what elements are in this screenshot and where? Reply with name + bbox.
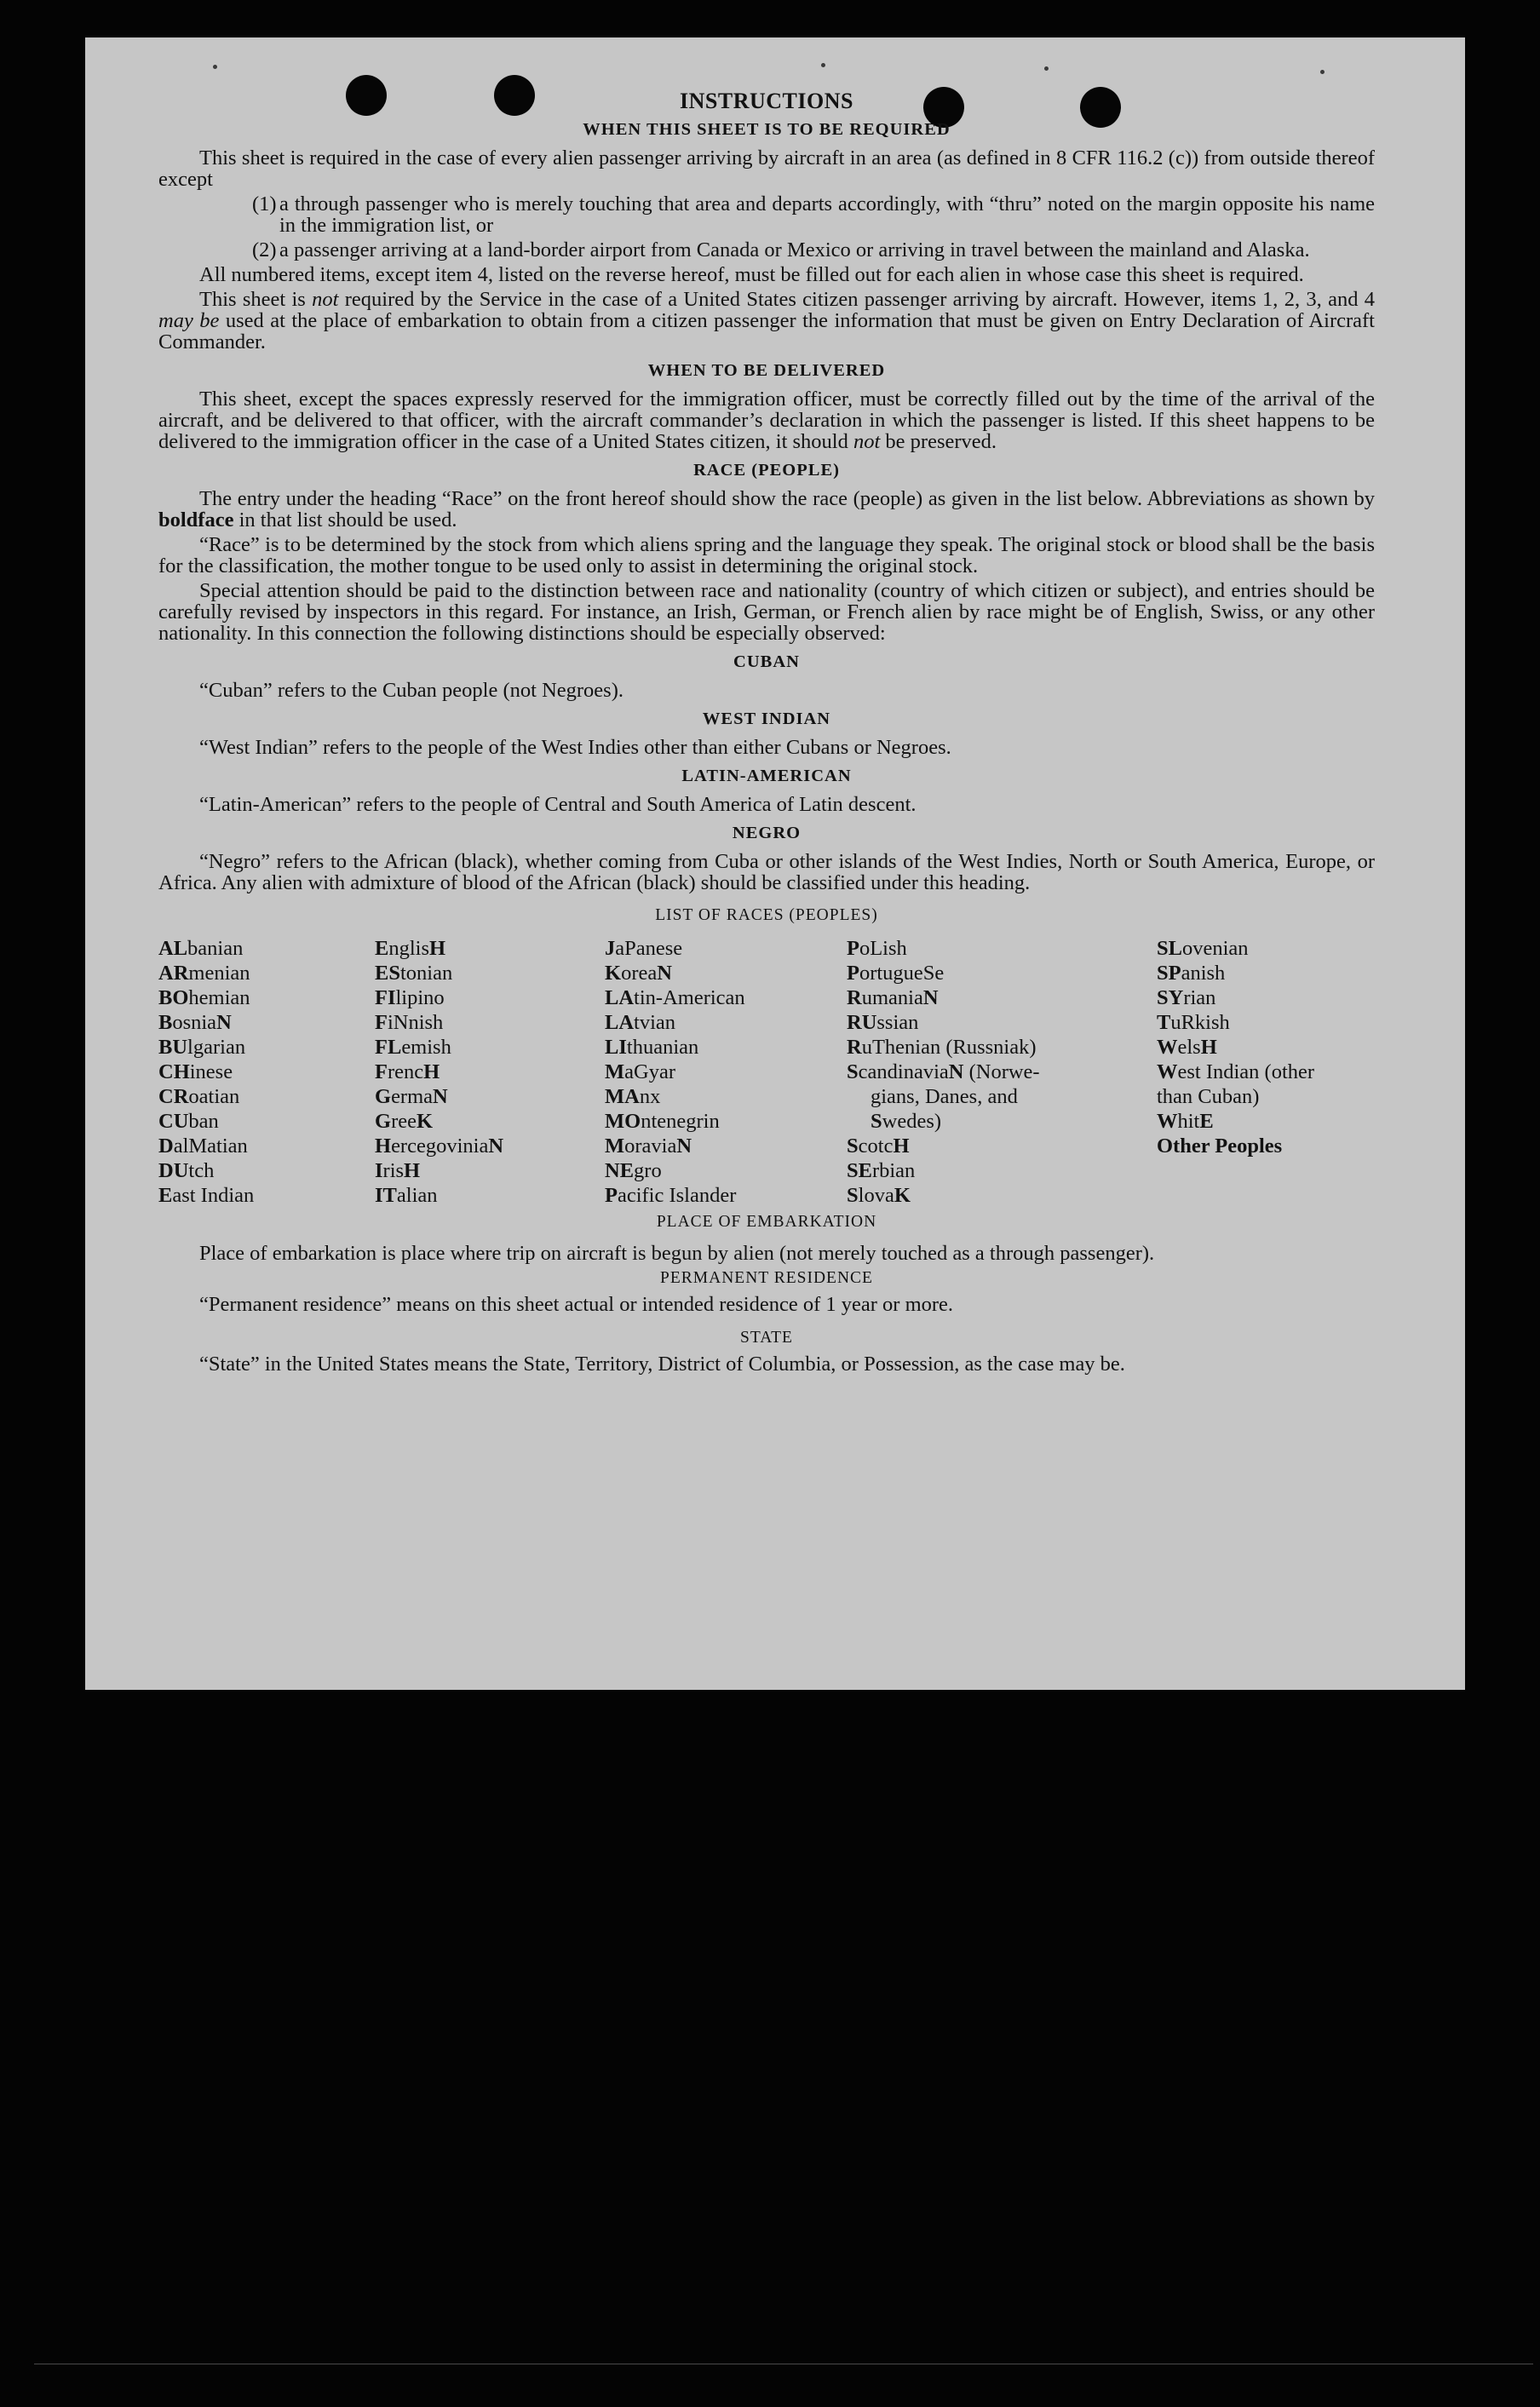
- race-item: Swedes): [871, 1110, 942, 1133]
- race-item: FrencH: [375, 1060, 440, 1083]
- race-item: gians, Danes, and: [871, 1085, 1018, 1108]
- heading-west-indian: WEST INDIAN: [702, 709, 831, 728]
- race-item: West Indian (other: [1157, 1060, 1315, 1083]
- item-number: (1): [252, 192, 277, 215]
- race-item: ITalian: [375, 1184, 438, 1207]
- race-item: DalMatian: [158, 1135, 248, 1158]
- speck: [213, 65, 217, 69]
- race-item: SlovaK: [847, 1184, 911, 1207]
- race-item: WelsH: [1157, 1036, 1217, 1059]
- race-item: RumaniaN: [847, 986, 939, 1009]
- race-item: FLemish: [375, 1036, 451, 1059]
- race-item: BOhemian: [158, 986, 250, 1009]
- race-item: Pacific Islander: [605, 1184, 737, 1207]
- race-item: MoraviaN: [605, 1135, 692, 1158]
- delivered-paragraph: This sheet, except the spaces expressly reserved for the immigration officer, must be correctly filled out by the time of the arrival of the aircraft, and be delivered to that officer, with the aircraft commander’s declaration in which the passenger is listed. If this sheet happens to be delivered to the immigration officer in the case of a United States citizen, it should not be preserved.: [158, 388, 1375, 453]
- heading-cuban: CUBAN: [733, 652, 800, 671]
- heading-negro: NEGRO: [732, 824, 802, 842]
- race-item: MaGyar: [605, 1060, 675, 1083]
- race-column-1: [158, 936, 375, 1208]
- race-item: EStonian: [375, 962, 453, 985]
- document-sheet: [85, 37, 1465, 1690]
- speck: [1320, 70, 1325, 74]
- embarkation-text: Place of embarkation is place where trip on aircraft is begun by alien (not merely touched as a through passenger).: [199, 1242, 1155, 1265]
- race-paragraph-1: The entry under the heading “Race” on the front hereof should show the race (people) as given in the list below. Abbreviations as shown by boldface in that list should be used.: [158, 487, 1375, 531]
- race-column-3: [605, 936, 847, 1208]
- race-item: PoLish: [847, 937, 907, 960]
- race-item: DUtch: [158, 1159, 215, 1182]
- race-item: LIthuanian: [605, 1036, 699, 1059]
- race-item: Other Peoples: [1157, 1135, 1283, 1158]
- race-item: ALbanian: [158, 937, 244, 960]
- heading-race: RACE (PEOPLE): [693, 461, 840, 480]
- race-item: LAtin-American: [605, 986, 745, 1009]
- race-column-5: [1157, 936, 1375, 1208]
- list-item: [158, 239, 1375, 261]
- item-number: (2): [252, 238, 277, 261]
- heading-list-of-races: LIST OF RACES (PEOPLES): [655, 906, 878, 924]
- race-paragraph-3: Special attention should be paid to the distinction between race and nationality (country of which citizen or subject), and entries should be carefully revised by inspectors in this regard. For instance, an Irish, German, or French alien by race might be of English, Swiss, or any other nationality. In this connection the following distinctions should be especially observed:: [158, 579, 1375, 645]
- race-column-2: [375, 936, 605, 1208]
- latin-american-text: “Latin-American” refers to the people of Central and South America of Latin descent.: [199, 793, 917, 816]
- race-item: SYrian: [1157, 986, 1216, 1009]
- west-indian-text: “West Indian” refers to the people of the West Indies other than either Cubans or Negroes.: [199, 736, 951, 759]
- race-item: GermaN: [375, 1085, 448, 1108]
- race-item: NEgro: [605, 1159, 662, 1182]
- race-item: KoreaN: [605, 962, 672, 985]
- race-item: ScotcH: [847, 1135, 910, 1158]
- race-list: [158, 936, 1375, 1208]
- race-item: GreeK: [375, 1110, 434, 1133]
- race-item: SLovenian: [1157, 937, 1249, 960]
- race-item: WhitE: [1157, 1110, 1214, 1133]
- race-paragraph-2: “Race” is to be determined by the stock from which aliens spring and the language they speak. The original stock or blood shall be the basis for the classification, the mother tongue to be used only to assist in determining the original stock.: [158, 533, 1375, 577]
- race-item: MAnx: [605, 1085, 661, 1108]
- required-paragraph-2: All numbered items, except item 4, listed on the reverse hereof, must be filled out for each alien in whose case this sheet is required.: [199, 263, 1304, 286]
- heading-state: STATE: [740, 1329, 793, 1347]
- race-item: IrisH: [375, 1159, 421, 1182]
- race-item: MOntenegrin: [605, 1110, 720, 1133]
- item-text: a through passenger who is merely touching that area and departs accordingly, with “thru” noted on the margin opposite his name in the immigration list, or: [279, 192, 1375, 237]
- race-item: FIlipino: [375, 986, 445, 1009]
- race-item: than Cuban): [1157, 1085, 1260, 1108]
- race-item: JaPanese: [605, 937, 683, 960]
- speck: [821, 63, 825, 67]
- race-item: SErbian: [847, 1159, 916, 1182]
- race-item: LAtvian: [605, 1011, 676, 1034]
- heading-latin-american: LATIN-AMERICAN: [681, 767, 852, 785]
- heading-delivered: WHEN TO BE DELIVERED: [647, 361, 886, 380]
- state-text: “State” in the United States means the State, Territory, District of Columbia, or Possession, as the case may be.: [199, 1353, 1125, 1376]
- negro-text: “Negro” refers to the African (black), whether coming from Cuba or other islands of the West Indies, North or South America, Europe, or Africa. Any alien with admixture of blood of the African (black) should be classified under this heading.: [158, 850, 1375, 894]
- race-item: SPanish: [1157, 962, 1226, 985]
- required-paragraph-3: This sheet is not required by the Service in the case of a United States citizen passenger arriving by aircraft. However, items 1, 2, 3, and 4 may be used at the place of embarkation to obtain from a citizen passenger the information that must be given on Entry Declaration of Aircraft Commander.: [158, 288, 1375, 353]
- race-item: RuThenian (Russniak): [847, 1036, 1037, 1059]
- race-item: BUlgarian: [158, 1036, 246, 1059]
- list-item: [158, 193, 1375, 236]
- race-item: HercegoviniaN: [375, 1135, 504, 1158]
- race-item: PortugueSe: [847, 962, 945, 985]
- heading-embarkation: PLACE OF EMBARKATION: [656, 1213, 877, 1231]
- race-item: BosniaN: [158, 1011, 232, 1034]
- race-item: CRoatian: [158, 1085, 240, 1108]
- residence-text: “Permanent residence” means on this sheet actual or intended residence of 1 year or more.: [199, 1293, 954, 1316]
- heading-permanent-residence: PERMANENT RESIDENCE: [660, 1269, 873, 1287]
- race-item: ARmenian: [158, 962, 250, 985]
- race-item: FiNnish: [375, 1011, 444, 1034]
- required-intro: This sheet is required in the case of every alien passenger arriving by aircraft in an area (as defined in 8 CFR 116.2 (c)) from outside thereof except: [158, 146, 1375, 191]
- page-title: INSTRUCTIONS: [680, 89, 853, 113]
- cuban-text: “Cuban” refers to the Cuban people (not Negroes).: [199, 679, 623, 702]
- race-item: East Indian: [158, 1184, 255, 1207]
- speck: [1044, 66, 1049, 71]
- race-column-4: [847, 936, 1157, 1208]
- race-item: ScandinaviaN (Norwe-: [847, 1060, 1040, 1083]
- race-item: EnglisH: [375, 937, 446, 960]
- heading-required: WHEN THIS SHEET IS TO BE REQUIRED: [583, 120, 951, 139]
- race-item: TuRkish: [1157, 1011, 1230, 1034]
- item-text: a passenger arriving at a land-border airport from Canada or Mexico or arriving in travel between the mainland and Alaska.: [279, 238, 1310, 261]
- race-item: RUssian: [847, 1011, 919, 1034]
- race-item: CHinese: [158, 1060, 233, 1083]
- instructions-content: [158, 90, 1375, 1378]
- race-item: CUban: [158, 1110, 219, 1133]
